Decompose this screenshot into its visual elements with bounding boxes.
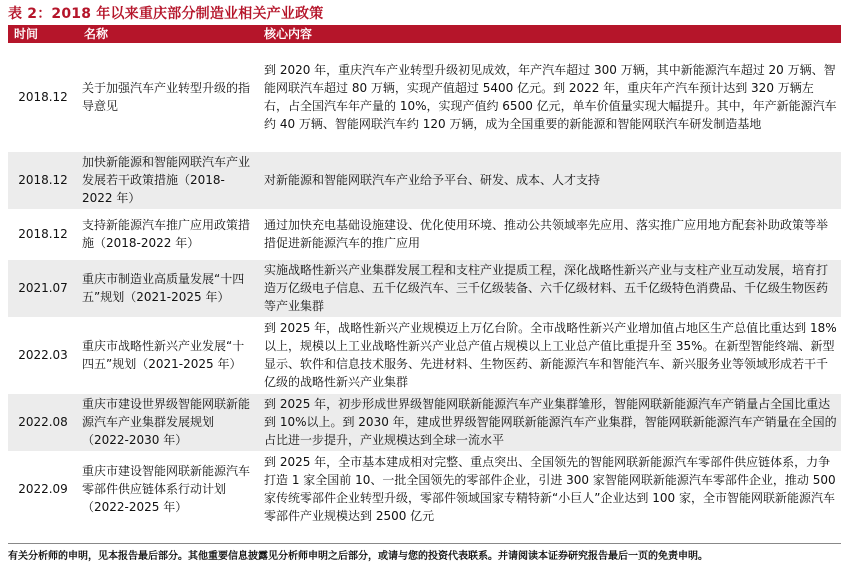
- table-row: [8, 209, 841, 259]
- table-row: [8, 151, 841, 209]
- row-time: 2022.03: [8, 317, 78, 393]
- column-header-content: 核心内容: [258, 25, 841, 43]
- row-name: 重庆市战略性新兴产业发展“十四五”规划（2021-2025 年）: [78, 317, 258, 393]
- disclaimer-footer: 有关分析师的申明，见本报告最后部分。其他重要信息披露见分析师申明之后部分，或请与您的投资代表联系。并请阅读本证券研究报告最后一页的免责申明。: [8, 551, 708, 562]
- row-time: 2018.12: [8, 209, 78, 259]
- row-content: 通过加快充电基础设施建设、优化使用环境、推动公共领域率先应用、落实推广应用地方配套补助政策等举措促进新能源汽车的推广应用: [258, 209, 841, 259]
- column-header-name: 名称: [78, 25, 258, 43]
- row-name: 关于加强汽车产业转型升级的指导意见: [78, 43, 258, 151]
- table-row: [8, 43, 841, 151]
- table-row: [8, 393, 841, 451]
- table-row: [8, 451, 841, 527]
- row-content: 实施战略性新兴产业集群发展工程和支柱产业提质工程，深化战略性新兴产业与支柱产业互动发展，培育打造万亿级电子信息、五千亿级汽车、三千亿级装备、六千亿级材料、五千亿级特色消费品、千亿级生物医药等产业集群: [258, 259, 841, 317]
- table-title: 表 2：2018 年以来重庆部分制造业相关产业政策: [8, 6, 324, 22]
- row-content: 到 2025 年，全市基本建成相对完整、重点突出、全国领先的智能网联新能源汽车零部件供应链体系，力争打造 1 家全国前 10、一批全国领先的零部件企业，引进 300 家智能网联新能源汽车零部件企业，推动 500 家传统零部件企业转型升级，零部件领域国家专精特新“小巨人”企业达到 100 家，全市智能网联新能源汽车零部件产业规模达到 2500 亿元: [258, 451, 841, 527]
- row-content: 到 2025 年，初步形成世界级智能网联新能源汽车产业集群雏形，智能网联新能源汽车产销量占全国比重达到 10%以上。到 2030 年，建成世界级智能网联新能源汽车产业集群，智能网联新能源汽车产销量在全国的占比进一步提升，产业规模达到全球一流水平: [258, 393, 841, 451]
- table-header-row: [8, 25, 841, 43]
- row-name: 支持新能源汽车推广应用政策措施（2018-2022 年）: [78, 209, 258, 259]
- row-time: 2018.12: [8, 43, 78, 151]
- row-name: 重庆市建设智能网联新能源汽车零部件供应链体系行动计划（2022-2025 年）: [78, 451, 258, 527]
- footer-divider: [8, 543, 841, 544]
- row-time: 2022.08: [8, 393, 78, 451]
- row-content: 到 2020 年，重庆汽车产业转型升级初见成效，年产汽车超过 300 万辆，其中新能源汽车超过 20 万辆、智能网联汽车超过 80 万辆，实现产值超过 5400 亿元。到 2022 年，重庆年产汽车预计达到 320 万辆左右，占全国汽车年产量的 10%，实现产值约 6500 亿元，单车价值量实现大幅提升。其中，年产新能源汽车约 40 万辆、智能网联汽车约 120 万辆，成为全国重要的新能源和智能网联汽车研发制造基地: [258, 43, 841, 151]
- row-content: 到 2025 年，战略性新兴产业规模迈上万亿台阶。全市战略性新兴产业增加值占地区生产总值比重达到 18%以上，规模以上工业战略性新兴产业总产值占规模以上工业总产值比重提升至 35%。在新型智能终端、新型显示、软件和信息技术服务、先进材料、生物医药、新能源汽车和智能汽车、新兴服务业等领域形成若干千亿级的战略性新兴产业集群: [258, 317, 841, 393]
- row-content: 对新能源和智能网联汽车产业给予平台、研发、成本、人才支持: [258, 151, 841, 209]
- row-time: 2021.07: [8, 259, 78, 317]
- row-name: 重庆市制造业高质量发展“十四五”规划（2021-2025 年）: [78, 259, 258, 317]
- row-time: 2022.09: [8, 451, 78, 527]
- table-row: [8, 317, 841, 393]
- column-header-time: 时间: [8, 25, 78, 43]
- row-name: 加快新能源和智能网联汽车产业发展若干政策措施（2018-2022 年）: [78, 151, 258, 209]
- table-row: [8, 259, 841, 317]
- policy-table: [8, 25, 841, 528]
- row-name: 重庆市建设世界级智能网联新能源汽车产业集群发展规划（2022-2030 年）: [78, 393, 258, 451]
- row-time: 2018.12: [8, 151, 78, 209]
